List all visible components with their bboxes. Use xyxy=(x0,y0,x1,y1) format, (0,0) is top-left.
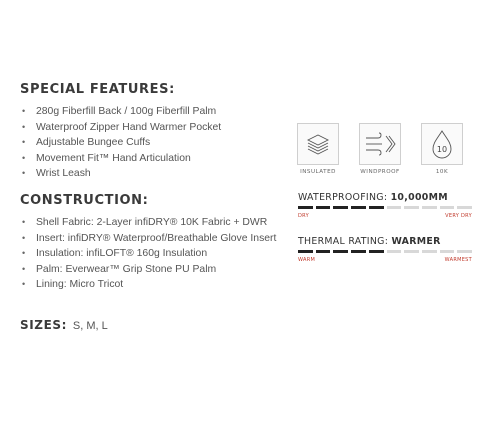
rating-segment xyxy=(404,206,419,209)
rating-segment xyxy=(404,250,419,253)
rating-segment xyxy=(387,250,402,253)
rating-segment xyxy=(316,206,331,209)
list-item: • Adjustable Bungee Cuffs xyxy=(20,135,290,151)
special-features-heading: SPECIAL FEATURES: xyxy=(20,82,175,97)
list-item: • Insert: infiDRY® Waterproof/Breathable Glove Insert xyxy=(20,231,290,247)
rating-segment xyxy=(422,250,437,253)
list-item: • Movement Fit™ Hand Articulation xyxy=(20,151,290,167)
waterproof-10k-badge xyxy=(421,123,463,165)
thermal-min-label: WARM xyxy=(298,257,316,263)
special-features-list xyxy=(20,104,290,182)
rating-segment xyxy=(351,206,366,209)
waterproofing-max-label: VERY DRY xyxy=(445,213,472,219)
thermal-max-label: WARMEST xyxy=(444,257,472,263)
sizes-label: SIZES: xyxy=(20,318,68,332)
thermal-value: WARMER xyxy=(391,236,441,247)
thermal-label: THERMAL RATING: xyxy=(298,236,389,247)
rating-segment xyxy=(369,206,384,209)
list-item: • Palm: Everwear™ Grip Stone PU Palm xyxy=(20,262,290,278)
rating-segment xyxy=(351,250,366,253)
list-item: • Wrist Leash xyxy=(20,166,290,182)
waterproof-10k-label: 10K xyxy=(435,169,449,175)
construction-list xyxy=(20,215,290,293)
drop-number: 10 xyxy=(436,145,448,154)
insulated-badge xyxy=(297,123,339,165)
waterproofing-bar xyxy=(298,206,472,210)
rating-segment xyxy=(457,206,472,209)
rating-segment xyxy=(333,206,348,209)
construction-heading: CONSTRUCTION: xyxy=(20,193,149,208)
windproof-label: WINDPROOF xyxy=(360,169,400,175)
rating-segment xyxy=(316,250,331,253)
list-item: • Shell Fabric: 2-Layer infiDRY® 10K Fabric + DWR xyxy=(20,215,290,231)
sizes-value: S, M, L xyxy=(72,320,108,332)
rating-segment xyxy=(333,250,348,253)
rating-segment xyxy=(387,206,402,209)
waterproofing-min-label: DRY xyxy=(298,213,309,219)
rating-segment xyxy=(298,250,313,253)
insulated-label: INSULATED xyxy=(300,169,336,175)
rating-segment xyxy=(369,250,384,253)
thermal-title xyxy=(298,236,441,247)
thermal-bar xyxy=(298,250,472,254)
windproof-badge xyxy=(359,123,401,165)
waterproof-10k-icon xyxy=(422,124,462,164)
rating-segment xyxy=(422,206,437,209)
insulated-icon xyxy=(298,124,338,164)
rating-segment xyxy=(440,206,455,209)
list-item: • Lining: Micro Tricot xyxy=(20,277,290,293)
rating-segment xyxy=(298,206,313,209)
waterproofing-title xyxy=(298,192,448,203)
rating-segment xyxy=(457,250,472,253)
waterproofing-label: WATERPROOFING: xyxy=(298,192,388,203)
sizes-line xyxy=(20,318,108,332)
list-item: • Waterproof Zipper Hand Warmer Pocket xyxy=(20,120,290,136)
rating-segment xyxy=(440,250,455,253)
windproof-icon xyxy=(360,124,400,164)
list-item: • Insulation: infiLOFT® 160g Insulation xyxy=(20,246,290,262)
list-item: • 280g Fiberfill Back / 100g Fiberfill Palm xyxy=(20,104,290,120)
waterproofing-value: 10,000MM xyxy=(390,192,448,203)
